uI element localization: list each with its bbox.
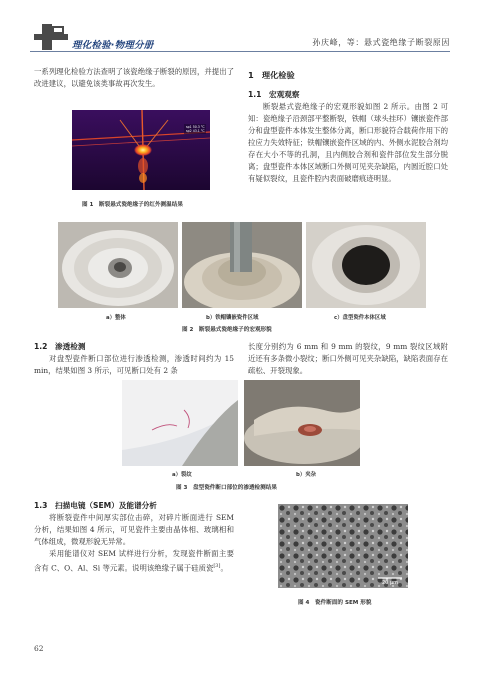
section-1-2-title: 1.2 渗透检测 [34,342,86,351]
section-1-3-para2-text: 采用能谱仪对 SEM 试样进行分析，发现瓷件断面主要含有 C、O、Al、Si 等元素。说明该绝缘子属于硅质瓷 [34,549,234,573]
page-number: 62 [34,644,44,653]
thermal-label-2: sp2 43.1 °C [186,129,205,133]
running-head: 孙庆峰，等：悬式瓷绝缘子断裂原因 [312,38,450,47]
fig3a-photo [122,380,238,466]
section-1-2-text-left: 对盘型瓷件断口部位进行渗透检测，渗透时间约为 15 min，结果如图 3 所示，可见断口处有 2 条 [34,354,234,375]
journal-logo-icon [34,24,68,50]
fig2a-photo [58,222,178,308]
fig3-caption: 图 3 盘型瓷件断口部位的渗透检测结果 [176,485,277,491]
section-1-1-title: 1.1 宏观观察 [248,90,300,99]
fig4-sem-image [278,504,408,588]
intro-paragraph: 一系列理化检验方法查明了该瓷绝缘子断裂的原因，并提出了改进建议，以避免该类事故再次发生。 [34,67,234,88]
fig2b-label: b）铁帽镶嵌瓷件区域 [206,315,259,321]
section-1-title: 1 理化检验 [248,70,295,80]
fig2c-label: c）盘型瓷件本体区域 [334,315,386,321]
fig2-caption: 图 2 断裂悬式瓷绝缘子的宏观形貌 [182,327,272,333]
fig3b-label: b）夹杂 [296,472,317,478]
fig3a-label: a）裂纹 [172,472,192,478]
thermal-label-1: sp1 50.3 °C [186,125,205,129]
fig3b-photo [244,380,360,466]
fig2a-label: a）整体 [106,315,126,321]
section-1-3-para1: 将断裂瓷件中间厚实部位击碎，对碎片断面进行 SEM 分析，结果如图 4 所示，可见瓷件主要由晶体相、玻璃相和气体组成，微观形貌无异常。 [34,513,234,546]
section-1-3-para2 [34,548,234,574]
fig1-caption: 图 1 断裂悬式瓷绝缘子的红外测温结果 [82,202,183,208]
section-1-3-title: 1.3 扫描电镜（SEM）及能谱分析 [34,501,157,510]
fig4-scale-label: 20 μm [382,580,399,586]
journal-brand: 理化检验·物理分册 [72,40,154,51]
section-1-2-text-right: 长度分别约为 6 mm 和 9 mm 的裂纹，9 mm 裂纹区域附近还有多条微小裂纹；断口外侧可见夹杂缺陷，缺陷表面存在疏松、开裂现象。 [248,342,448,375]
fig2b-photo [182,222,302,308]
fig1-thermal-image [72,110,210,190]
fig2c-photo [306,222,426,308]
section-1-1-text: 断裂悬式瓷绝缘子的宏观形貌如图 2 所示。由图 2 可知：瓷绝缘子沿颈部平整断裂，铁帽（球头挂环）镶嵌瓷件部分和盘型瓷件本体发生整体分离，断口形貌符合载荷作用下的拉应力失效特征；铁帽镶嵌瓷件区域的内、外侧水泥胶合剂均存在大小不等的孔洞，且内侧胶合剂和瓷件部位发生部分脱离；盘型瓷件本体区域断口外侧可见夹杂缺陷，内圆近腔口处有疑似裂纹，且瓷件腔内表面破磨痕迹明显。 [248,102,448,183]
citation-3[interactable]: [3] [213,563,221,569]
section-1-3-para2-end: 。 [220,563,228,573]
fig4-caption: 图 4 瓷件断面的 SEM 形貌 [298,600,372,606]
